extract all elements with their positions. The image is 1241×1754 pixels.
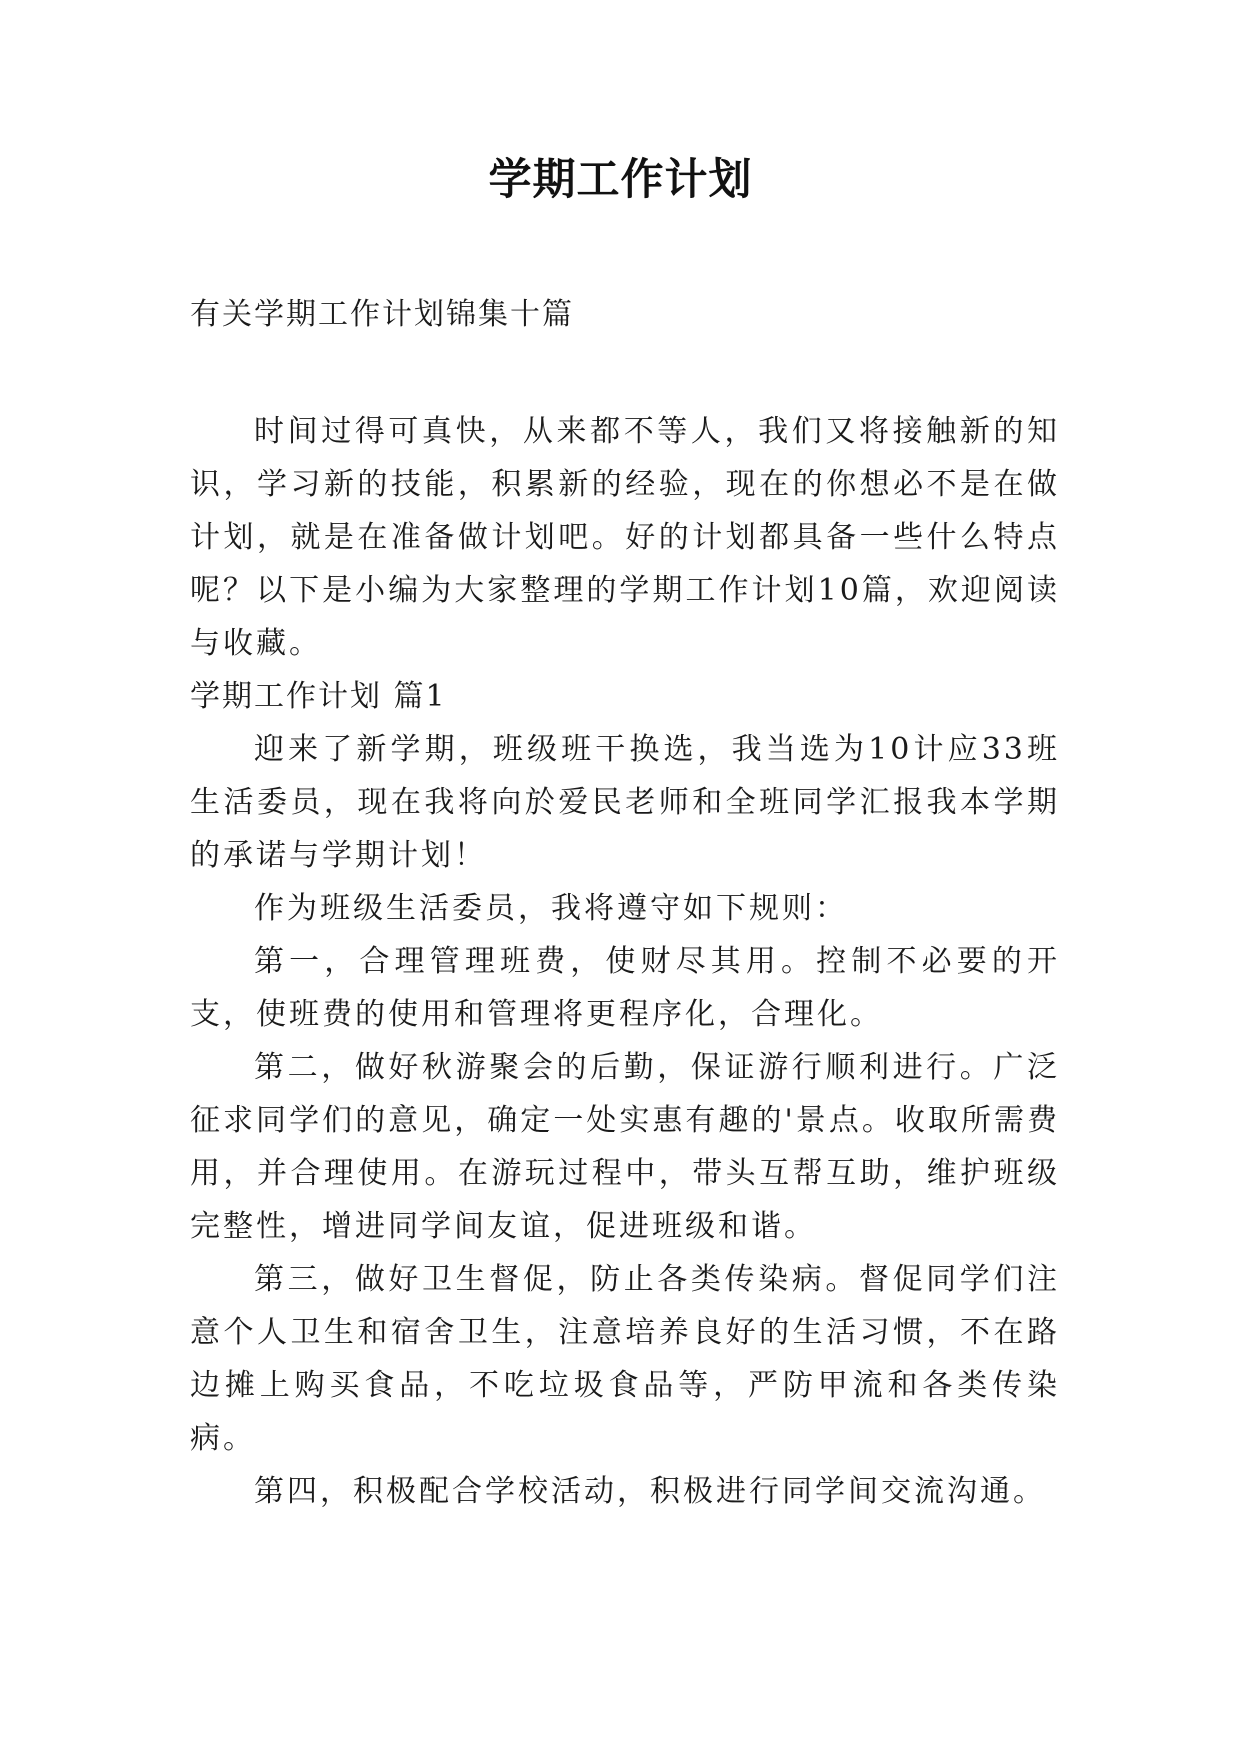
section-heading: 学期工作计划 篇1 [190,679,447,714]
document-title: 学期工作计划 [488,155,753,205]
paragraph: 第四，积极配合学校活动，积极进行同学间交流沟通。 [254,1474,1046,1509]
paragraph-intro: 时间过得可真快，从来都不等人，我们又将接触新的知识，学习新的技能，积累新的经验，现在的你想必不是在做计划，就是在准备做计划吧。好的计划都具备一些什么特点呢？以下是小编为大家整理的学期工作计划10篇，欢迎阅读与收藏。 [190,414,1060,661]
document-subtitle: 有关学期工作计划锦集十篇 [190,297,574,332]
paragraph: 第三，做好卫生督促，防止各类传染病。督促同学们注意个人卫生和宿舍卫生，注意培养良好的生活习惯，不在路边摊上购买食品，不吃垃圾食品等，严防甲流和各类传染病。 [190,1262,1060,1456]
paragraph: 作为班级生活委员，我将遵守如下规则： [254,891,848,926]
paragraph: 迎来了新学期，班级班干换选，我当选为10计应33班生活委员，现在我将向於爱民老师和全班同学汇报我本学期的承诺与学期计划！ [190,732,1060,873]
document-body [190,405,1060,1518]
paragraph: 第二，做好秋游聚会的后勤，保证游行顺利进行。广泛征求同学们的意见，确定一处实惠有趣的'景点。收取所需费用，并合理使用。在游玩过程中，带头互帮互助，维护班级完整性，增进同学间友谊，促进班级和谐。 [190,1050,1060,1244]
paragraph: 第一，合理管理班费，使财尽其用。控制不必要的开支，使班费的使用和管理将更程序化，合理化。 [190,944,1060,1032]
